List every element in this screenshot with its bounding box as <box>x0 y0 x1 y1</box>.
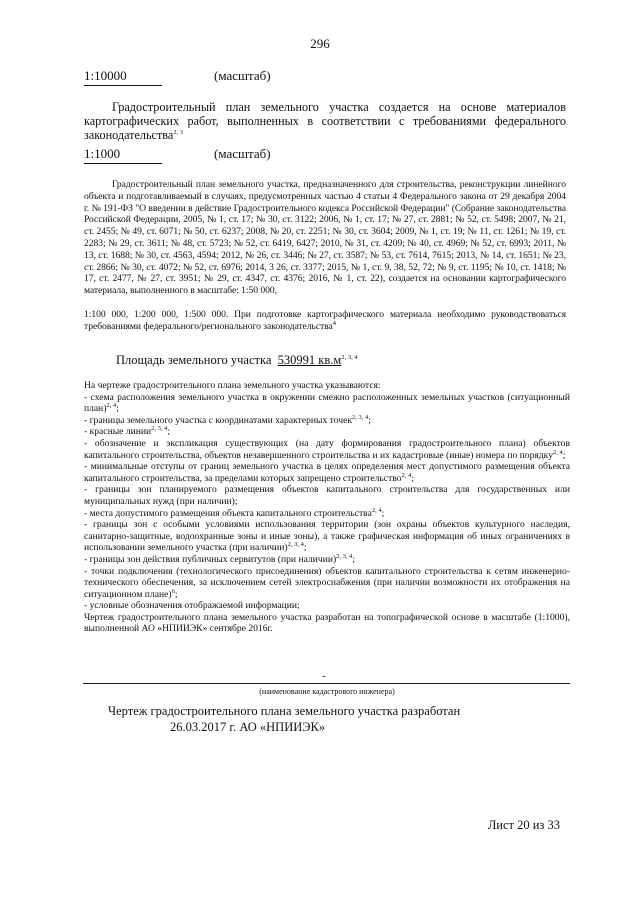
list-item-text: - минимальные отступы от границ земельного участка в целях определения мест допустимого размещения объекта капитального строительства, за пределами которых запрещено строительство <box>84 461 570 484</box>
list-item-footnote: 2, 3, 4 <box>336 552 353 560</box>
list-item-tail: ; <box>381 507 385 519</box>
list-item-text: - места допустимого размещения объекта капитального строительства <box>84 507 372 519</box>
list-item-tail: ; <box>562 449 566 461</box>
cadastral-engineer-caption: (наименование кадастрового инженера) <box>259 687 395 696</box>
scale-label-2: (масштаб) <box>214 146 271 161</box>
scale-label-1: (масштаб) <box>214 68 271 83</box>
sheet-number: Лист 20 из 33 <box>487 818 560 832</box>
paragraph-2-footnote: 4 <box>332 319 336 327</box>
list-item-footnote: 2, 4 <box>401 471 412 479</box>
land-area-value: 530991 кв.м <box>277 353 342 367</box>
drawing-contents-list <box>84 380 570 635</box>
list-item-tail: ; <box>352 553 356 565</box>
list-item-footnote: 2, 3, 4 <box>151 425 168 433</box>
list-item <box>84 554 570 566</box>
scale-value-2: 1:1000 <box>84 146 162 164</box>
paragraph-1-footnote: 2, 3 <box>173 128 184 136</box>
land-area-label: Площадь земельного участка <box>116 353 272 367</box>
paragraph-linear-object <box>84 179 566 297</box>
list-item-footnote: 2, 4 <box>106 402 117 409</box>
list-item-text: - границы зон с особыми условиями использования территории (зон охраны объектов культурного наследия, санитарно-защитные, водоохранные зоны и иные зоны), а также графическая информация об иных ограничениях в использовании земельного участка (при наличии) <box>84 519 570 554</box>
list-item <box>84 508 570 520</box>
list-item-tail: ; <box>368 414 371 426</box>
list-item <box>84 426 570 438</box>
list-item-footnote: 6 <box>171 587 175 595</box>
list-items <box>84 392 570 635</box>
list-item-text: - границы земельного участка с координатами характерных точек <box>84 414 353 426</box>
footer-line-2: 26.03.2017 г. АО «НПИИЭК» <box>170 720 326 734</box>
land-area-line <box>116 353 358 368</box>
list-item-text: - границы зон планируемого размещения объектов капитального строительства для государственных или муниципальных нужд (при наличии); <box>84 484 570 507</box>
footer-line-1: Чертеж градостроительного плана земельного участка разработан <box>108 704 461 718</box>
list-item-text: Чертеж градостроительного плана земельного участка разработан на топографической основе в масштабе (1:1000), выполненной АО «НПИИЭК» сентябре 2016г. <box>84 611 570 635</box>
list-item <box>84 612 570 635</box>
list-item <box>84 392 570 415</box>
scale-value-1: 1:10000 <box>84 68 162 86</box>
page-number: 296 <box>310 36 330 51</box>
list-item <box>84 484 570 507</box>
paragraph-2-text: Градостроительный план земельного участка, предназначенного для строительства, реконструкции линейного объекта и подготавливаемый в случаях, предусмотренных частью 4 статьи 4 Федерального закона от 29 декабря 2004 г. № 191-ФЗ "О введении в действие Градостроительного кодекса Российской Федерации" (Собрание законодательства Российской Федерации, 2005, № 1, ст. 17; № 30, ст. 3122; 2006, № 1, ст. 17; № 27, ст. 2881; № 52, ст. 5498; 2007, № 21, ст. 2455; № 49, ст. 6071; № 50, ст. 6237; 2008, № 20, ст. 2251; № 30, ст. 3604; 2009, № 1, ст. 19; № 11, ст. 1261; № 19, ст. 2283; № 29, ст. 3611; № 48, ст. 5723; № 52, ст. 6419, 6427; 2010, № 31, ст. 4209; № 40, ст. 4969; № 52, ст. 6993; 2011, № 13, ст. 1688; № 30, ст. 4563, 4594; 2012, № 26, ст. 3446; № 27, ст. 3587; № 53, ст. 7614, 7615; 2013, № 14, ст. 1651; № 23, ст. 2866; № 30, ст. 4072; № 52, ст. 6976; 2014, 3 26, ст. 3377; 2015, № 1, ст. 9, 38, 52, 72; № 9, ст. 1195; № 10, ст. 1418; № 17, ст. 2477, № 27, ст. 3951; № 29, ст. 4347, ст. 4376; 2016, № 1, ст. 22), создается на основании картографического материала, выполненного в масштабе: 1:50 000, <box>84 179 566 297</box>
list-item-footnote: 2, 3, 4 <box>352 413 369 421</box>
list-item-text: - обозначение и экспликация существующих (на дату формирования градостроительного плана) объектов капитального строительства, объектов незавершенного строительства и их кадастровые (иные) номера по порядку <box>84 437 570 461</box>
list-item <box>84 519 570 554</box>
dash-mark: - <box>322 670 326 682</box>
list-item <box>84 566 570 601</box>
paragraph-linear-object-cont <box>84 309 566 333</box>
paragraph-cartographic-basis <box>84 100 566 142</box>
list-item-text: - точки подключения (технологического присоединения) объектов капитального строительства к сетям инженерно-технического обеспечения, за исключением сетей электроснабжения (при наличии возможности их отображения на ситуационном плане) <box>84 565 570 600</box>
list-item-tail: ; <box>167 426 171 438</box>
list-item <box>84 600 570 612</box>
list-intro: На чертеже градостроительного плана земельного участка указываются: <box>84 380 381 391</box>
scale-row-1 <box>84 68 271 86</box>
list-item-footnote: 2, 4 <box>371 506 382 514</box>
list-item-footnote: 2, 4 <box>553 448 563 456</box>
signature-line <box>83 683 570 684</box>
list-item-tail: ; <box>411 472 414 484</box>
paragraph-2-text-cont: 1:100 000, 1:200 000, 1:500 000. При подготовке картографического материала необходимо руководствоваться требованиями федерального/регионального законодательства <box>84 309 566 332</box>
list-item-tail: ; <box>174 588 178 600</box>
list-item-tail: ; <box>303 542 307 554</box>
list-item-footnote: 2, 3, 4 <box>287 541 304 549</box>
list-item <box>84 438 570 461</box>
paragraph-1-text: Градостроительный план земельного участка создается на основе материалов картографических работ, выполненных в соответствии с требованиями федерального законодательства <box>84 100 566 142</box>
list-item <box>84 461 570 484</box>
list-item-tail: ; <box>116 403 119 415</box>
land-area-footnote: 2, 3, 4 <box>341 353 358 361</box>
scale-row-2 <box>84 146 271 164</box>
list-item-text: - схема расположения земельного участка в окружении смежно расположенных земельных участков (ситуационный план) <box>84 391 570 415</box>
list-item-text: - условные обозначения отображаемой информации; <box>84 600 300 612</box>
list-item-text: - красные линии <box>84 426 152 438</box>
list-item-text: - границы зон действия публичных сервитутов (при наличии) <box>84 553 337 565</box>
